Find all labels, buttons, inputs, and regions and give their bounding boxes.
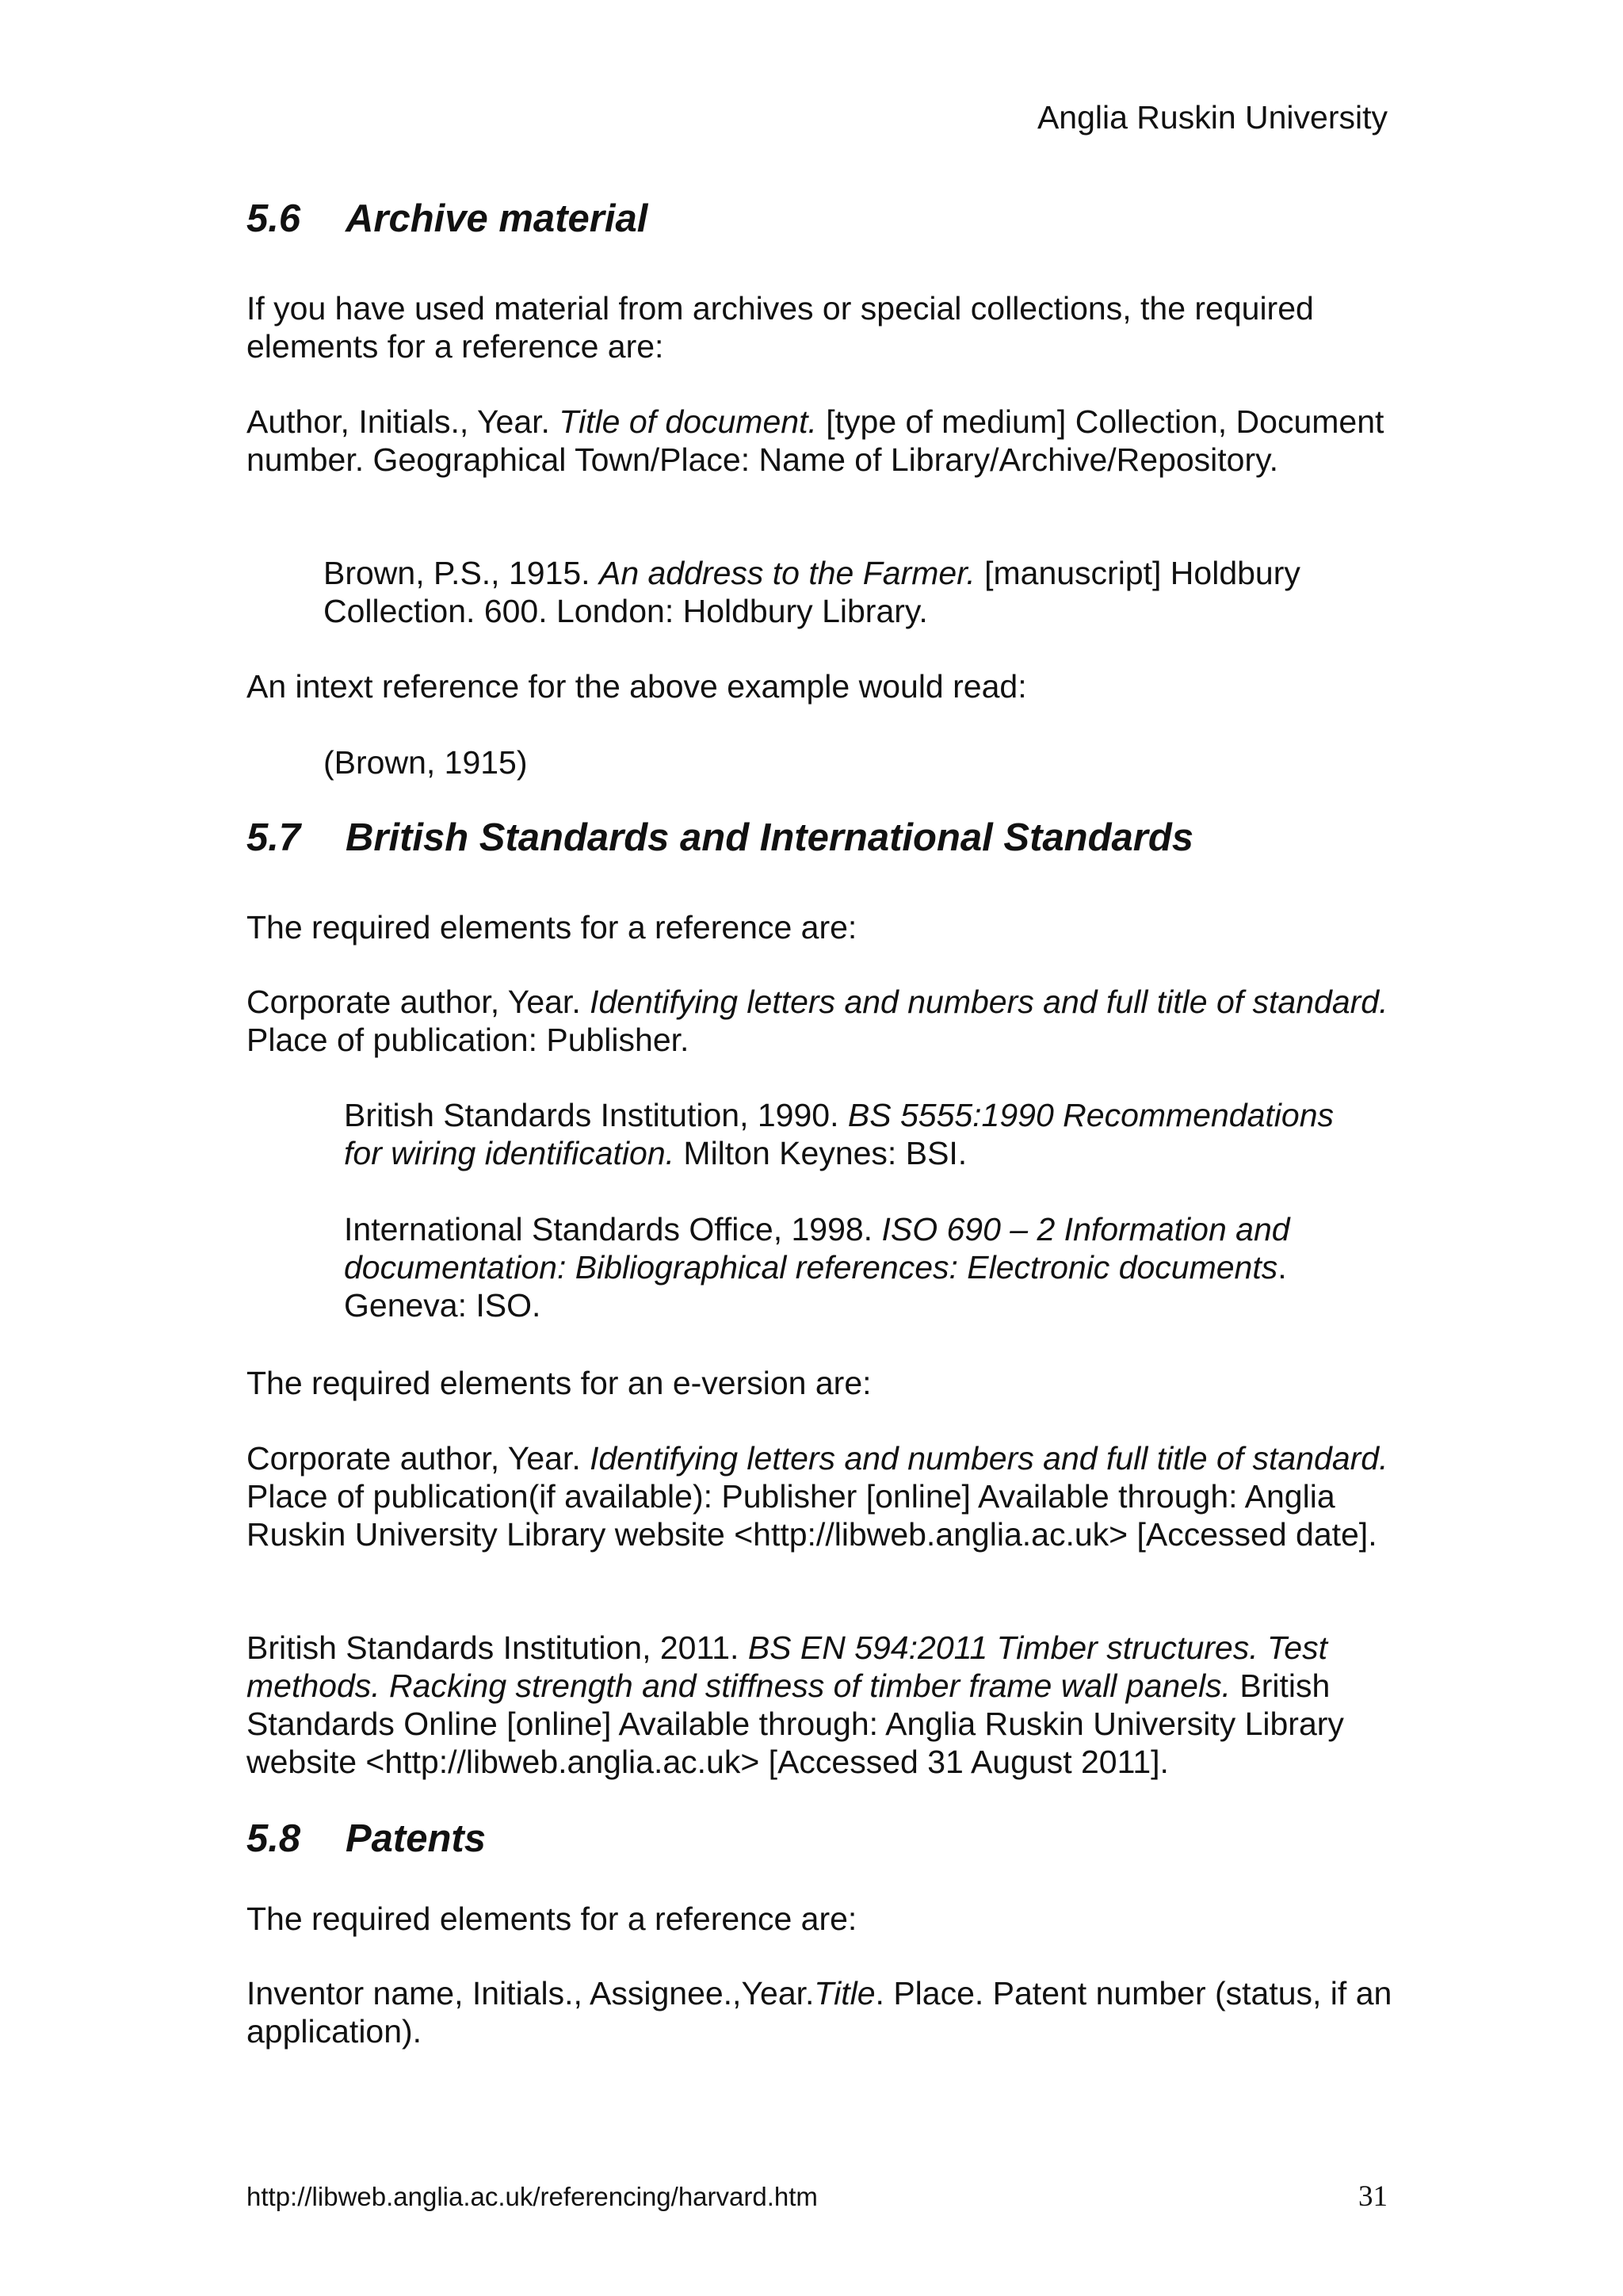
archive-intext-example: (Brown, 1915)	[323, 744, 528, 781]
standards-example-iso: International Standards Office, 1998. ISO 690 – 2 Information and documentation: Bibliographical references: Electronic documents. Geneva: ISO.	[344, 1211, 1290, 1324]
standards-reference-format: Corporate author, Year. Identifying letters and numbers and full title of standard. Place of publication: Publisher.	[246, 984, 1388, 1058]
section-heading-patents	[246, 1815, 486, 1862]
footer-url: http://libweb.anglia.ac.uk/referencing/harvard.htm	[246, 2182, 818, 2211]
patents-reference-format: Inventor name, Initials., Assignee.,Year.Title. Place. Patent number (status, if an application).	[246, 1975, 1392, 2050]
archive-reference-format: Author, Initials., Year. Title of document. [type of medium] Collection, Document number. Geographical Town/Place: Name of Library/Archive/Repository.	[246, 403, 1384, 478]
archive-intext-intro: An intext reference for the above example would read:	[246, 668, 1027, 705]
standards-intro: The required elements for a reference are:	[246, 909, 857, 946]
section-title: Archive material	[346, 197, 648, 240]
standards-example-bsi: British Standards Institution, 1990. BS 5555:1990 Recommendations for wiring identification. Milton Keynes: BSI.	[344, 1097, 1334, 1171]
standards-eversion-format: Corporate author, Year. Identifying letters and numbers and full title of standard. Place of publication(if available): Publisher [online] Available through: Anglia Ruskin University Library website <http://libweb.anglia.ac.uk> [Accessed date].	[246, 1440, 1388, 1553]
patents-intro: The required elements for a reference are:	[246, 1901, 857, 1937]
page-number: 31	[1358, 2180, 1388, 2213]
section-heading-archive	[246, 195, 647, 243]
section-heading-standards	[246, 814, 1193, 861]
archive-intro: If you have used material from archives or special collections, the required elements for a reference are:	[246, 290, 1314, 365]
section-title: British Standards and International Standards	[346, 816, 1194, 859]
standards-eversion-example: British Standards Institution, 2011. BS EN 594:2011 Timber structures. Test methods. Racking strength and stiffness of timber frame wall panels. British Standards Online [online] Available through: Anglia Ruskin University Library website <http://libweb.anglia.ac.uk> [Accessed 31 August 2011].	[246, 1629, 1344, 1780]
archive-reference-example: Brown, P.S., 1915. An address to the Farmer. [manuscript] Holdbury Collection. 600. London: Holdbury Library.	[323, 555, 1300, 629]
standards-eversion-intro: The required elements for an e-version are:	[246, 1365, 872, 1401]
section-number: 5.8	[246, 1817, 301, 1860]
section-number: 5.7	[246, 816, 301, 859]
section-title: Patents	[346, 1817, 487, 1860]
section-number: 5.6	[246, 197, 301, 240]
running-header: Anglia Ruskin University	[1037, 99, 1388, 136]
